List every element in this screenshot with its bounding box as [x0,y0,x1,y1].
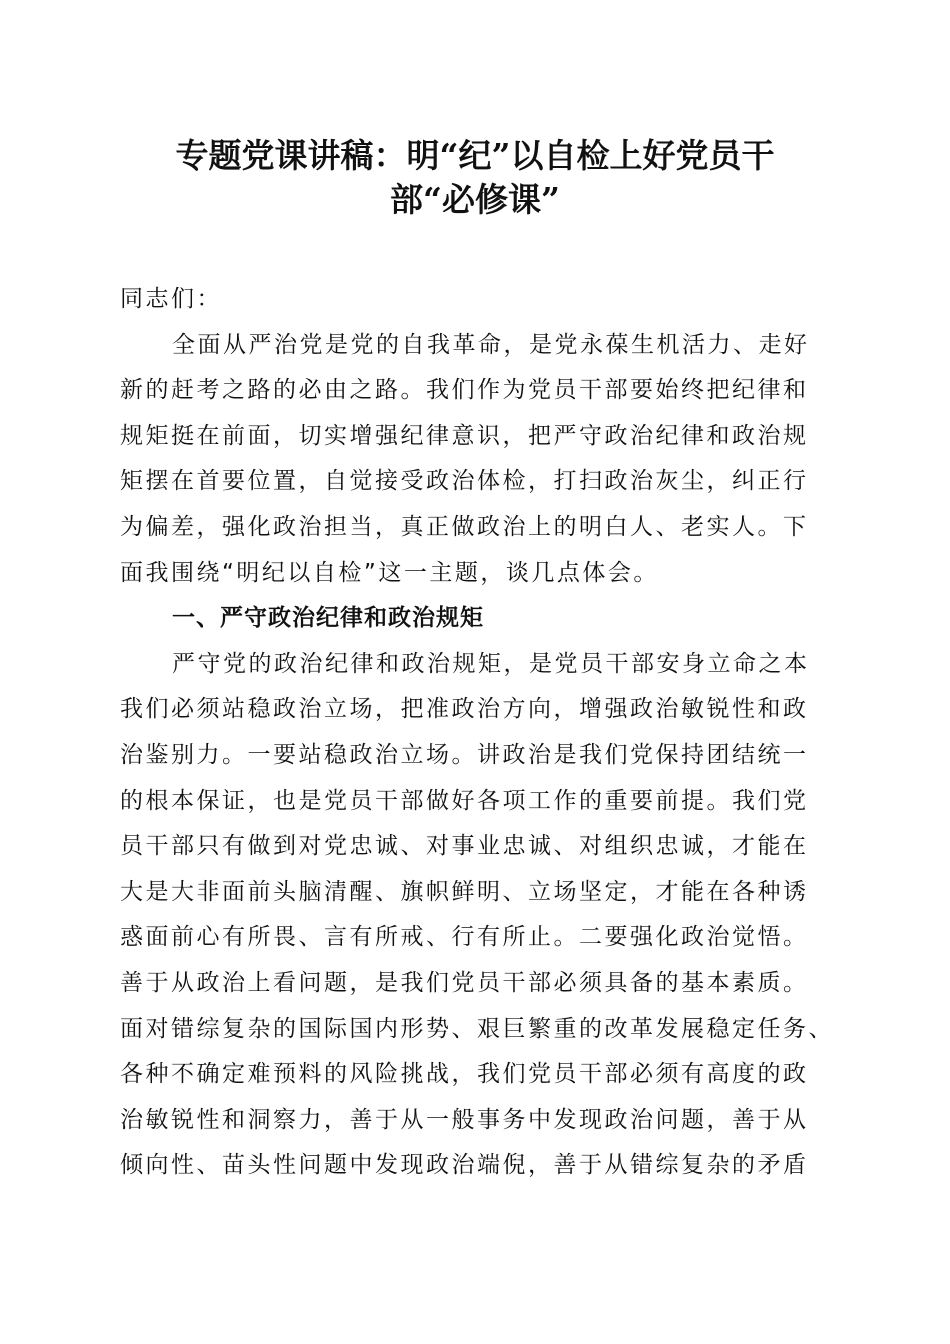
paragraph-line: 矩摆在首要位置，自觉接受政治体检，打扫政治灰尘，纠正行 [120,468,809,495]
paragraph-line: 面我围绕“明纪以自检”这一主题，谈几点体会。 [120,559,659,586]
paragraph-line: 员干部只有做到对党忠诚、对事业忠诚、对组织忠诚，才能在 [120,833,809,860]
paragraph-line: 治鉴别力。一要站稳政治立场。讲政治是我们党保持团结统一 [120,741,809,768]
paragraph-intro [120,323,840,597]
paragraph-line: 为偏差，强化政治担当，真正做政治上的明白人、老实人。下 [120,513,809,540]
paragraph-line: 我们必须站稳政治立场，把准政治方向，增强政治敏锐性和政 [120,696,809,723]
paragraph-line: 各种不确定难预料的风险挑战，我们党员干部必须有高度的政 [120,1061,809,1088]
paragraph-line: 倾向性、苗头性问题中发现政治端倪，善于从错综复杂的矛盾 [120,1152,809,1179]
paragraph-line: 惑面前心有所畏、言有所戒、行有所止。二要强化政治觉悟。 [120,924,809,951]
title-line: 部“必修课” [390,180,560,219]
paragraph-line: 的根本保证，也是党员干部做好各项工作的重要前提。我们党 [120,787,809,814]
section-heading: 一、严守政治纪律和政治规矩 [172,605,484,632]
paragraph-section1 [120,642,840,1189]
paragraph-line: 善于从政治上看问题，是我们党员干部必须具备的基本素质。 [120,969,809,996]
document-body [120,277,840,1189]
paragraph-line: 治敏锐性和洞察力，善于从一般事务中发现政治问题，善于从 [120,1106,809,1133]
paragraph-line: 新的赶考之路的必由之路。我们作为党员干部要始终把纪律和 [120,377,809,404]
paragraph-line: 规矩挺在前面，切实增强纪律意识，把严守政治纪律和政治规 [120,422,809,449]
paragraph-line: 面对错综复杂的国际国内形势、艰巨繁重的改革发展稳定任务、 [120,1015,834,1042]
paragraph-line: 大是大非面前头脑清醒、旗帜鲜明、立场坚定，才能在各种诱 [120,878,809,905]
salutation: 同志们： [120,286,222,312]
title-line: 专题党课讲稿：明“纪”以自检上好党员干 [175,136,775,175]
document-title [100,134,850,222]
paragraph-line: 严守党的政治纪律和政治规矩，是党员干部安身立命之本 [172,650,810,677]
paragraph-line: 全面从严治党是党的自我革命，是党永葆生机活力、走好 [172,331,810,358]
